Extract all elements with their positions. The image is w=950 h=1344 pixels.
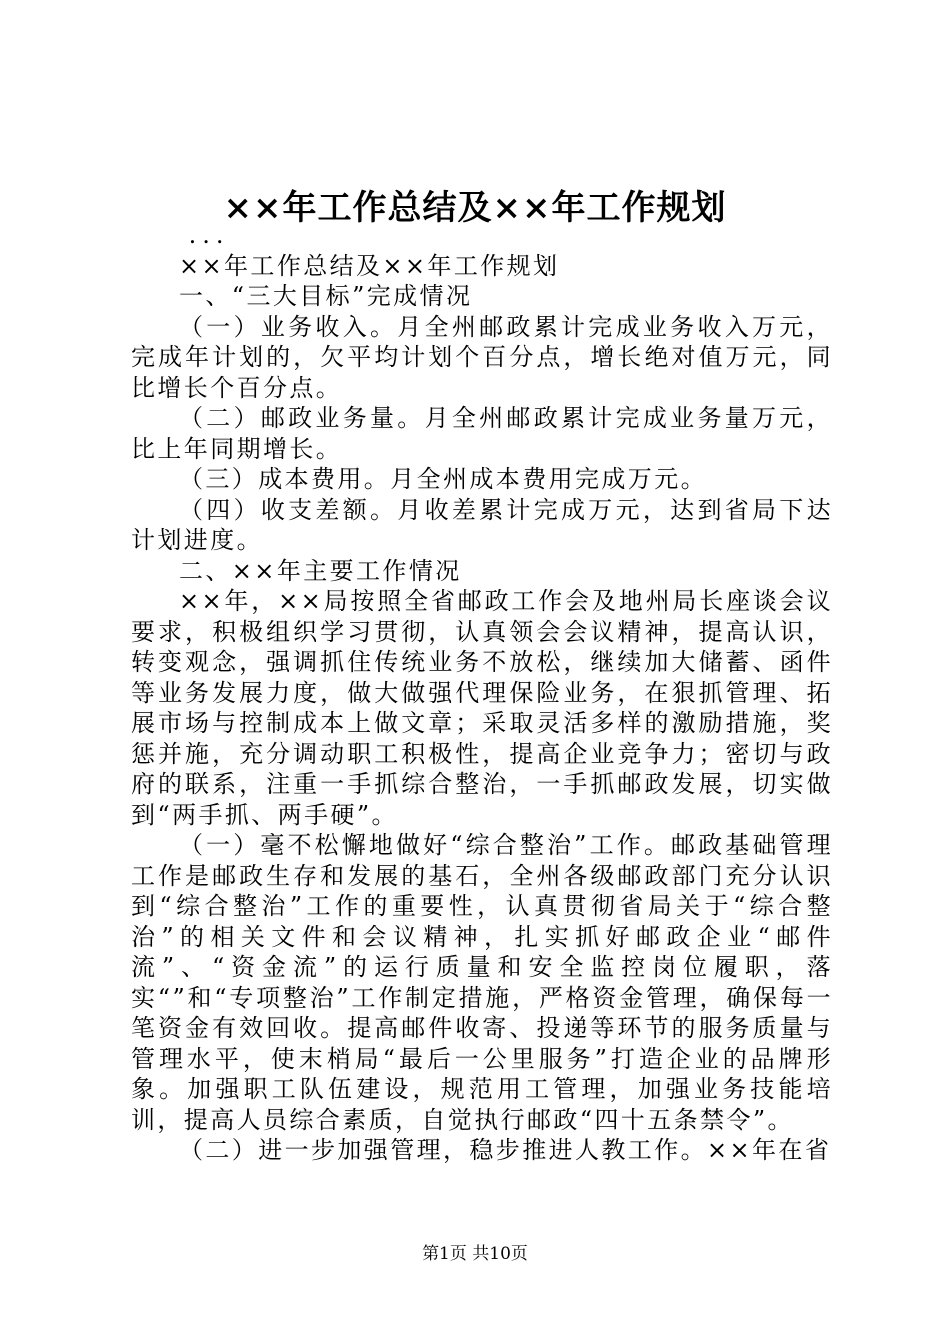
paragraph-section-1-heading: 一、“三大目标”完成情况 [179, 282, 473, 310]
paragraph-subtitle: ××年工作总结及××年工作规划 [179, 251, 560, 280]
ellipsis-text: ... [188, 221, 230, 249]
paragraph-management: （二）进一步加强管理，稳步推进人教工作。××年在省 [179, 1136, 832, 1164]
paragraph-main-work: ××年，××局按照全省邮政工作会及地州局长座谈会议要求，积极组织学习贯彻，认真领会会议精神，提高认识，转变观念，强调抓住传统业务不放松，继续加大储蓄、函件等业务发展力度，做大做强代理保险业务，在狠抓管理、拓展市场与控制成本上做文章；采取灵活多样的激励措施，奖惩并施，充分调动职工积极性，提高企业竞争力；密切与政府的联系，注重一手抓综合整治，一手抓邮政发展，切实做到“两手抓、两手硬”。 [131, 587, 833, 829]
paragraph-business-income: （一）业务收入。月全州邮政累计完成业务收入万元，完成年计划的，欠平均计划个百分点，增长绝对值万元，同比增长个百分点。 [131, 312, 833, 402]
document-title: ××年工作总结及××年工作规划 [223, 188, 727, 228]
document-body [131, 220, 833, 1166]
paragraph-business-volume: （二）邮政业务量。月全州邮政累计完成业务量万元，比上年同期增长。 [131, 404, 833, 463]
paragraph-balance: （四）收支差额。月收差累计完成万元，达到省局下达计划进度。 [131, 495, 833, 554]
paragraph-cost: （三）成本费用。月全州成本费用完成万元。 [179, 465, 707, 493]
paragraph-section-2-heading: 二、××年主要工作情况 [179, 556, 462, 585]
paragraph-comprehensive-rectification: （一）毫不松懈地做好“综合整治”工作。邮政基础管理工作是邮政生存和发展的基石，全州各级邮政部门充分认识到“综合整治”工作的重要性，认真贯彻省局关于“综合整治”的相关文件和会议精神，扎实抓好邮政企业“邮件流”、“资金流”的运行质量和安全监控岗位履职，落实“”和“专项整治”工作制定措施，严格资金管理，确保每一笔资金有效回收。提高邮件收寄、投递等环节的服务质量与管理水平，使末梢局“最后一公里服务”打造企业的品牌形象。加强职工队伍建设，规范用工管理，加强业务技能培训，提高人员综合素质，自觉执行邮政“四十五条禁令”。 [131, 831, 833, 1134]
page-footer: 第1页 共10页 [422, 1244, 528, 1264]
